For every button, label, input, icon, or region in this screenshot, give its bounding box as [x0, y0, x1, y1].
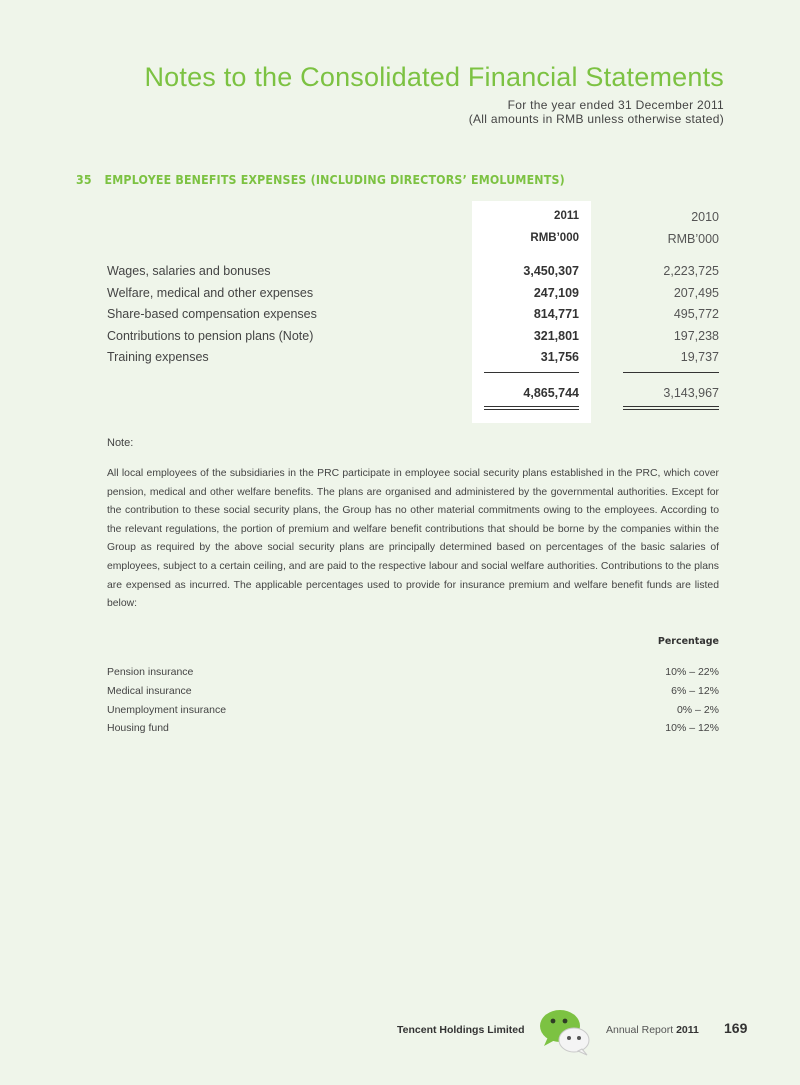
percentage-label: Medical insurance [107, 685, 192, 697]
total-row [107, 386, 719, 404]
row-label: Training expenses [107, 350, 209, 364]
report-label: Annual Report [606, 1024, 674, 1036]
column-header-2011: 2011 [554, 210, 579, 222]
column-unit-2010: RMB’000 [667, 232, 719, 246]
table-row [107, 286, 719, 304]
row-value-2010: 197,238 [673, 329, 719, 343]
percentage-row [107, 722, 719, 738]
table-row [107, 264, 719, 282]
percentage-row [107, 685, 719, 701]
currency-subtitle: (All amounts in RMB unless otherwise stated) [468, 112, 724, 126]
row-label: Contributions to pension plans (Note) [107, 329, 314, 343]
row-label: Welfare, medical and other expenses [107, 286, 314, 300]
row-value-2011: 321,801 [533, 329, 579, 343]
table-row [107, 307, 719, 325]
row-value-2010: 19,737 [680, 350, 719, 364]
page-title: Notes to the Consolidated Financial Statements [144, 62, 724, 92]
wechat-bubbles-icon [536, 1006, 594, 1056]
column-header-2010: 2010 [691, 210, 719, 224]
total-value-2011: 4,865,744 [523, 386, 579, 400]
total-double-rule-2011-bottom [484, 409, 579, 410]
total-value-2010: 3,143,967 [663, 386, 719, 400]
row-value-2010: 2,223,725 [663, 264, 719, 278]
section-title: EMPLOYEE BENEFITS EXPENSES (INCLUDING DIRECTORS’ EMOLUMENTS) [104, 173, 565, 187]
report-year: 2011 [676, 1024, 699, 1036]
subtotal-rule-2010 [623, 372, 719, 373]
row-value-2011: 814,771 [533, 307, 579, 321]
row-label: Wages, salaries and bonuses [107, 264, 271, 278]
page-number: 169 [724, 1020, 748, 1036]
table-header-unit [107, 232, 719, 250]
footer-report-label [606, 1024, 699, 1036]
subtotal-rule-2011 [484, 372, 579, 373]
column-unit-2011: RMB’000 [530, 232, 579, 244]
percentage-value: 10% – 12% [665, 722, 719, 734]
percentage-row [107, 704, 719, 720]
total-double-rule-2010-bottom [623, 409, 719, 410]
total-double-rule-2010-top [623, 406, 719, 407]
row-label: Share-based compensation expenses [107, 307, 317, 321]
percentage-value: 6% – 12% [671, 685, 719, 697]
footer-company-name: Tencent Holdings Limited [397, 1024, 525, 1036]
row-value-2010: 207,495 [673, 286, 719, 300]
percentage-value: 10% – 22% [665, 666, 719, 678]
table-header-year [107, 210, 719, 228]
row-value-2010: 495,772 [673, 307, 719, 321]
period-subtitle: For the year ended 31 December 2011 [507, 98, 724, 112]
note-label: Note: [107, 437, 134, 449]
note-body: All local employees of the subsidiaries in the PRC participate in employee social security plans established in the PRC, which cover pension, medical and other welfare benefits. The plans are organised and administered by the governmental authorities. Except for the contribution to these social security plans, the Group has no other material commitments owing to the employees. According to the relevant regulations, the portion of premium and welfare benefit contributions that should be borne by the companies within the Group as required by the above social security plans are principally determined based on percentages of the basic salaries of employees, subject to a certain ceiling, and are paid to the respective labour and social welfare authorities. Contributions to the plans are expensed as incurred. The applicable percentages used to provide for insurance premium and welfare benefit funds are listed below: [107, 468, 719, 610]
section-number: 35 [76, 173, 92, 187]
percentage-value: 0% – 2% [676, 704, 719, 716]
percentage-header: Percentage [657, 636, 719, 647]
row-value-2011: 3,450,307 [523, 264, 579, 278]
row-value-2011: 247,109 [533, 286, 579, 300]
row-value-2011: 31,756 [540, 350, 579, 364]
percentage-label: Unemployment insurance [107, 704, 227, 716]
percentage-label: Pension insurance [107, 666, 194, 678]
table-row [107, 350, 719, 368]
percentage-row [107, 666, 719, 682]
percentage-label: Housing fund [107, 722, 169, 734]
section-heading [76, 173, 565, 187]
total-double-rule-2011-top [484, 406, 579, 407]
table-row [107, 329, 719, 347]
